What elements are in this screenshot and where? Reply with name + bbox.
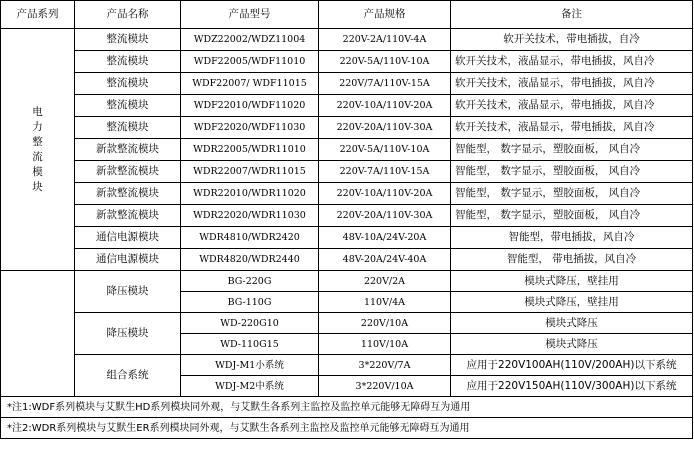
product-model: WDR4810/WDR2420 <box>181 227 319 249</box>
product-model: WD-110G15 <box>181 334 319 355</box>
product-model: WDR22010/WDR11020 <box>181 183 319 205</box>
product-model: WDR22020/WDR11030 <box>181 205 319 227</box>
product-model: WDF22007/ WDF11015 <box>181 73 319 95</box>
product-note: 软开关技术，液晶显示，带电插拔，风自冷 <box>451 95 693 117</box>
header-row <box>1 1 693 29</box>
product-spec: 220V/7A/110V-15A <box>319 73 451 95</box>
product-name: 新款整流模块 <box>75 139 181 161</box>
product-note: 智能型， 带电插拔，风自冷 <box>451 249 693 271</box>
product-spec: 48V-10A/24V-20A <box>319 227 451 249</box>
product-note: 应用于220V150AH(110V/300AH)以下系统 <box>451 376 693 397</box>
series-char: 块 <box>32 180 43 193</box>
table-row <box>1 313 693 334</box>
product-note: 应用于220V100AH(110V/200AH)以下系统 <box>451 355 693 376</box>
table-row <box>1 249 693 271</box>
product-note: 智能型，带电插拔，风自冷 <box>451 227 693 249</box>
table-row <box>1 51 693 73</box>
product-name: 通信电源模块 <box>75 249 181 271</box>
table-row <box>1 355 693 376</box>
series-empty-cell <box>1 271 75 397</box>
series-cell <box>1 29 75 271</box>
footnote-2: *注2:WDR系列模块与艾默生ER系列模块同外观，与艾默生各系列主监控及监控单元能够无障碍互为通用 <box>1 418 693 439</box>
product-spec: 220V-5A/110V-10A <box>319 51 451 73</box>
product-note: 智能型， 数字显示，塑胶面板， 风自冷 <box>451 161 693 183</box>
product-name: 整流模块 <box>75 73 181 95</box>
product-model: WDR4820/WDR2440 <box>181 249 319 271</box>
product-model: WD-220G10 <box>181 313 319 334</box>
footnote-1: *注1:WDF系列模块与艾默生HD系列模块同外观，与艾默生各系列主监控及监控单元能够无障碍互为通用 <box>1 397 693 418</box>
series-char: 整 <box>32 135 43 148</box>
table-row <box>1 183 693 205</box>
header-series: 产品系列 <box>1 1 75 29</box>
product-spec: 220V-20A/110V-30A <box>319 117 451 139</box>
product-name: 通信电源模块 <box>75 227 181 249</box>
product-model: WDR22005/WDR11010 <box>181 139 319 161</box>
product-spec: 220V-2A/110V-4A <box>319 29 451 51</box>
product-model: BG-220G <box>181 271 319 292</box>
table-row <box>1 73 693 95</box>
product-spec: 220V-7A/110V-15A <box>319 161 451 183</box>
product-name: 降压模块 <box>75 271 181 313</box>
product-model: WDF22005/WDF11010 <box>181 51 319 73</box>
product-name: 整流模块 <box>75 95 181 117</box>
product-spec: 220V-5A/110V-10A <box>319 139 451 161</box>
product-note: 智能型， 数字显示，塑胶面板， 风自冷 <box>451 139 693 161</box>
product-note: 软开关技术，液晶显示，带电插拔，风自冷 <box>451 117 693 139</box>
product-spec: 220V-20A/110V-30A <box>319 205 451 227</box>
product-spec: 220V/10A <box>319 313 451 334</box>
product-name: 整流模块 <box>75 51 181 73</box>
product-name: 新款整流模块 <box>75 183 181 205</box>
product-spec: 220V/2A <box>319 271 451 292</box>
product-note: 智能型， 数字显示，塑胶面板， 风自冷 <box>451 205 693 227</box>
table-row <box>1 95 693 117</box>
product-name: 整流模块 <box>75 117 181 139</box>
product-name: 新款整流模块 <box>75 205 181 227</box>
product-model: WDF22020/WDF11030 <box>181 117 319 139</box>
product-name: 组合系统 <box>75 355 181 397</box>
product-note: 模块式降压，壁挂用 <box>451 271 693 292</box>
product-spec: 3*220V/7A <box>319 355 451 376</box>
product-model: WDR22007/WDR11015 <box>181 161 319 183</box>
header-spec: 产品规格 <box>319 1 451 29</box>
table-row <box>1 205 693 227</box>
product-model: WDJ-M1小系统 <box>181 355 319 376</box>
table-row <box>1 139 693 161</box>
product-spec: 220V-10A/110V-20A <box>319 95 451 117</box>
header-name: 产品名称 <box>75 1 181 29</box>
series-char: 流 <box>32 150 43 163</box>
table-row <box>1 161 693 183</box>
product-model: WDJ-M2中系统 <box>181 376 319 397</box>
product-note: 软开关技术，液晶显示，带电插拔，风自冷 <box>451 73 693 95</box>
product-note: 模块式降压，壁挂用 <box>451 292 693 313</box>
series-char: 力 <box>32 120 43 133</box>
header-note: 备注 <box>451 1 693 29</box>
product-model: WDF22010/WDF11020 <box>181 95 319 117</box>
header-model: 产品型号 <box>181 1 319 29</box>
note-row <box>1 418 693 439</box>
product-spec: 110V/4A <box>319 292 451 313</box>
product-name: 整流模块 <box>75 29 181 51</box>
table-row <box>1 271 693 292</box>
product-note: 软开关技术，带电插拔，自冷 <box>451 29 693 51</box>
table-row <box>1 117 693 139</box>
product-note: 模块式降压 <box>451 334 693 355</box>
product-spec: 220V-10A/110V-20A <box>319 183 451 205</box>
product-note: 软开关技术，液晶显示，带电插拔，风自冷 <box>451 51 693 73</box>
product-name: 新款整流模块 <box>75 161 181 183</box>
product-model: WDZ22002/WDZ11004 <box>181 29 319 51</box>
note-row <box>1 397 693 418</box>
product-name: 降压模块 <box>75 313 181 355</box>
product-spec: 3*220V/10A <box>319 376 451 397</box>
table-row <box>1 29 693 51</box>
product-model: BG-110G <box>181 292 319 313</box>
product-spec: 48V-20A/24V-40A <box>319 249 451 271</box>
series-char: 模 <box>32 165 43 178</box>
series-char: 电 <box>32 105 43 118</box>
table-row <box>1 227 693 249</box>
product-note: 模块式降压 <box>451 313 693 334</box>
product-spec: 110V/10A <box>319 334 451 355</box>
product-note: 智能型， 数字显示，塑胶面板， 风自冷 <box>451 183 693 205</box>
